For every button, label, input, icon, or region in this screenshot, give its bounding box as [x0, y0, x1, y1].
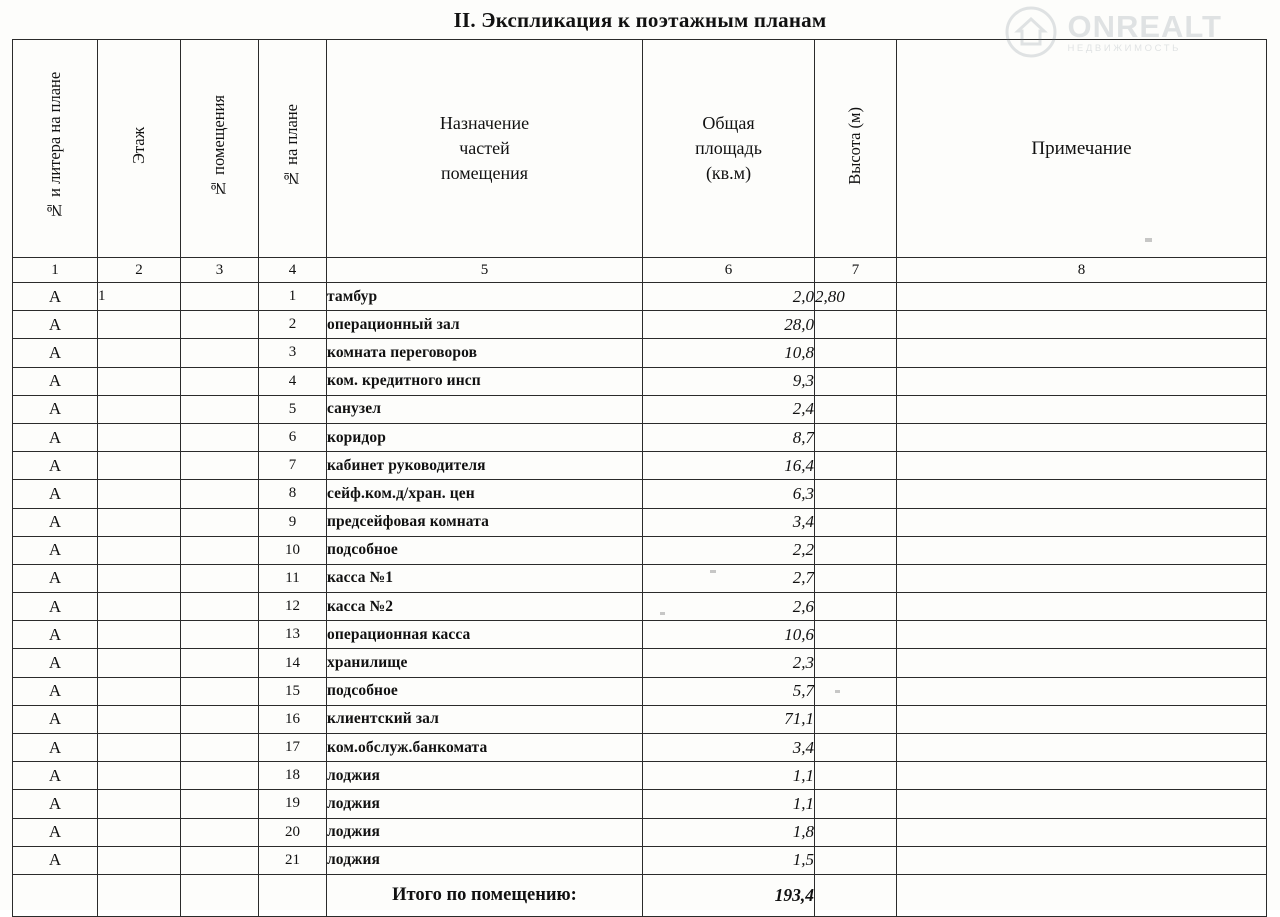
- row-floor: 1: [98, 283, 181, 311]
- row-height: [815, 677, 897, 705]
- row-note: [897, 283, 1267, 311]
- row-letter: А: [13, 649, 98, 677]
- row-letter: А: [13, 423, 98, 451]
- row-note: [897, 846, 1267, 874]
- row-area: 6,3: [643, 480, 815, 508]
- row-height: [815, 564, 897, 592]
- row-room-no: [181, 677, 259, 705]
- row-purpose: предсейфовая комната: [327, 508, 643, 536]
- row-note: [897, 705, 1267, 733]
- row-letter: А: [13, 311, 98, 339]
- row-letter: А: [13, 283, 98, 311]
- table-row: [13, 790, 1267, 818]
- row-floor: [98, 564, 181, 592]
- row-floor: [98, 790, 181, 818]
- row-area: 1,8: [643, 818, 815, 846]
- total-empty-cell-2: [98, 874, 181, 916]
- row-plan-no: 1: [259, 283, 327, 311]
- row-height: [815, 621, 897, 649]
- row-note: [897, 367, 1267, 395]
- row-purpose: сейф.ком.д/хран. цен: [327, 480, 643, 508]
- row-letter: А: [13, 593, 98, 621]
- row-plan-no: 11: [259, 564, 327, 592]
- row-area: 3,4: [643, 734, 815, 762]
- total-empty-cell-4: [259, 874, 327, 916]
- row-room-no: [181, 339, 259, 367]
- row-purpose: лоджия: [327, 818, 643, 846]
- row-note: [897, 621, 1267, 649]
- row-plan-no: 6: [259, 423, 327, 451]
- row-note: [897, 762, 1267, 790]
- row-height: [815, 367, 897, 395]
- row-room-no: [181, 423, 259, 451]
- row-plan-no: 20: [259, 818, 327, 846]
- header-label-area-line2: площадь: [695, 138, 762, 159]
- row-room-no: [181, 536, 259, 564]
- table-row: [13, 705, 1267, 733]
- row-room-no: [181, 734, 259, 762]
- row-area: 71,1: [643, 705, 815, 733]
- row-height: [815, 508, 897, 536]
- row-room-no: [181, 621, 259, 649]
- header-label-floor: Этаж: [128, 127, 148, 165]
- row-purpose: ком.обслуж.банкомата: [327, 734, 643, 762]
- row-area: 5,7: [643, 677, 815, 705]
- row-floor: [98, 395, 181, 423]
- row-floor: [98, 762, 181, 790]
- header-label-area-line3: (кв.м): [705, 162, 752, 183]
- header-label-plan-no: № на плане: [282, 104, 302, 188]
- row-note: [897, 536, 1267, 564]
- row-room-no: [181, 564, 259, 592]
- row-purpose: лоджия: [327, 762, 643, 790]
- table-row: [13, 564, 1267, 592]
- table-row: [13, 452, 1267, 480]
- row-plan-no: 4: [259, 367, 327, 395]
- column-number-1: 1: [13, 258, 98, 283]
- row-area: 1,1: [643, 790, 815, 818]
- row-room-no: [181, 283, 259, 311]
- column-number-4: 4: [259, 258, 327, 283]
- row-floor: [98, 818, 181, 846]
- row-room-no: [181, 593, 259, 621]
- row-purpose: подсобное: [327, 677, 643, 705]
- table-row: [13, 762, 1267, 790]
- row-plan-no: 13: [259, 621, 327, 649]
- total-label: Итого по помещению:: [327, 874, 643, 916]
- column-number-5: 5: [327, 258, 643, 283]
- row-purpose: касса №2: [327, 593, 643, 621]
- row-room-no: [181, 846, 259, 874]
- table-row: [13, 818, 1267, 846]
- row-plan-no: 17: [259, 734, 327, 762]
- row-area: 2,6: [643, 593, 815, 621]
- column-number-row: [13, 258, 1267, 283]
- table-row: [13, 593, 1267, 621]
- row-height: [815, 593, 897, 621]
- row-room-no: [181, 508, 259, 536]
- row-letter: А: [13, 734, 98, 762]
- row-height: 2,80: [815, 283, 897, 311]
- row-area: 8,7: [643, 423, 815, 451]
- row-note: [897, 649, 1267, 677]
- column-number-2: 2: [98, 258, 181, 283]
- row-area: 1,1: [643, 762, 815, 790]
- row-plan-no: 18: [259, 762, 327, 790]
- row-height: [815, 790, 897, 818]
- row-note: [897, 593, 1267, 621]
- row-purpose: лоджия: [327, 846, 643, 874]
- row-purpose: подсобное: [327, 536, 643, 564]
- table-row: [13, 536, 1267, 564]
- table-row: [13, 395, 1267, 423]
- row-plan-no: 19: [259, 790, 327, 818]
- table-row: [13, 508, 1267, 536]
- row-height: [815, 395, 897, 423]
- row-floor: [98, 649, 181, 677]
- row-letter: А: [13, 339, 98, 367]
- row-plan-no: 21: [259, 846, 327, 874]
- row-note: [897, 311, 1267, 339]
- header-label-purpose-line1: Назначение: [439, 113, 530, 134]
- table-row: [13, 621, 1267, 649]
- row-letter: А: [13, 395, 98, 423]
- header-label-height: Высота (м): [845, 107, 865, 185]
- header-label-purpose-line3: помещения: [440, 162, 529, 183]
- row-note: [897, 480, 1267, 508]
- row-area: 3,4: [643, 508, 815, 536]
- row-room-no: [181, 452, 259, 480]
- row-area: 10,6: [643, 621, 815, 649]
- row-purpose: кабинет руководителя: [327, 452, 643, 480]
- row-purpose: операционная касса: [327, 621, 643, 649]
- row-room-no: [181, 395, 259, 423]
- row-area: 2,4: [643, 395, 815, 423]
- row-purpose: хранилище: [327, 649, 643, 677]
- row-floor: [98, 311, 181, 339]
- row-floor: [98, 536, 181, 564]
- row-height: [815, 480, 897, 508]
- header-cell-note: [897, 40, 1267, 258]
- row-letter: А: [13, 508, 98, 536]
- row-letter: А: [13, 621, 98, 649]
- row-area: 28,0: [643, 311, 815, 339]
- row-letter: А: [13, 452, 98, 480]
- table-row: [13, 846, 1267, 874]
- row-height: [815, 452, 897, 480]
- row-note: [897, 818, 1267, 846]
- row-note: [897, 790, 1267, 818]
- row-plan-no: 16: [259, 705, 327, 733]
- table-row: [13, 649, 1267, 677]
- row-purpose: комната переговоров: [327, 339, 643, 367]
- row-letter: А: [13, 846, 98, 874]
- column-number-6: 6: [643, 258, 815, 283]
- row-note: [897, 564, 1267, 592]
- row-room-no: [181, 705, 259, 733]
- row-purpose: ком. кредитного инсп: [327, 367, 643, 395]
- row-room-no: [181, 790, 259, 818]
- row-plan-no: 9: [259, 508, 327, 536]
- row-room-no: [181, 311, 259, 339]
- row-note: [897, 734, 1267, 762]
- row-purpose: операционный зал: [327, 311, 643, 339]
- row-note: [897, 423, 1267, 451]
- row-plan-no: 8: [259, 480, 327, 508]
- row-room-no: [181, 367, 259, 395]
- row-purpose: коридор: [327, 423, 643, 451]
- row-floor: [98, 621, 181, 649]
- header-cell-height: [815, 40, 897, 258]
- row-floor: [98, 734, 181, 762]
- total-empty-cell-3: [181, 874, 259, 916]
- header-cell-purpose: [327, 40, 643, 258]
- header-cell-plan-no: [259, 40, 327, 258]
- row-height: [815, 762, 897, 790]
- row-letter: А: [13, 480, 98, 508]
- column-number-3: 3: [181, 258, 259, 283]
- table-row: [13, 734, 1267, 762]
- row-plan-no: 15: [259, 677, 327, 705]
- row-area: 10,8: [643, 339, 815, 367]
- watermark-title: ONREALT: [1067, 8, 1222, 44]
- row-floor: [98, 846, 181, 874]
- row-height: [815, 311, 897, 339]
- row-plan-no: 5: [259, 395, 327, 423]
- row-plan-no: 7: [259, 452, 327, 480]
- row-note: [897, 395, 1267, 423]
- table-header-row: [13, 40, 1267, 258]
- row-note: [897, 452, 1267, 480]
- row-purpose: санузел: [327, 395, 643, 423]
- row-room-no: [181, 649, 259, 677]
- table-row: [13, 367, 1267, 395]
- row-letter: А: [13, 536, 98, 564]
- row-area: 9,3: [643, 367, 815, 395]
- row-floor: [98, 705, 181, 733]
- row-letter: А: [13, 818, 98, 846]
- row-purpose: тамбур: [327, 283, 643, 311]
- row-note: [897, 677, 1267, 705]
- row-floor: [98, 677, 181, 705]
- row-plan-no: 14: [259, 649, 327, 677]
- row-letter: А: [13, 790, 98, 818]
- row-height: [815, 536, 897, 564]
- row-plan-no: 2: [259, 311, 327, 339]
- column-number-7: 7: [815, 258, 897, 283]
- row-height: [815, 846, 897, 874]
- row-letter: А: [13, 564, 98, 592]
- row-area: 1,5: [643, 846, 815, 874]
- row-floor: [98, 508, 181, 536]
- row-height: [815, 339, 897, 367]
- row-floor: [98, 423, 181, 451]
- row-room-no: [181, 762, 259, 790]
- row-purpose: лоджия: [327, 790, 643, 818]
- table-row: [13, 283, 1267, 311]
- total-empty-cell-1: [13, 874, 98, 916]
- watermark-subtitle: НЕДВИЖИМОСТЬ: [1067, 42, 1181, 54]
- row-area: 2,0: [643, 283, 815, 311]
- table-row: [13, 339, 1267, 367]
- row-height: [815, 649, 897, 677]
- header-label-room-no: № помещения: [209, 94, 229, 198]
- header-label-note: Примечание: [1031, 137, 1132, 159]
- row-height: [815, 423, 897, 451]
- row-room-no: [181, 818, 259, 846]
- table-row: [13, 677, 1267, 705]
- table-total-row: [13, 874, 1267, 916]
- row-plan-no: 12: [259, 593, 327, 621]
- header-cell-floor: [98, 40, 181, 258]
- row-floor: [98, 339, 181, 367]
- row-floor: [98, 593, 181, 621]
- header-cell-area: [643, 40, 815, 258]
- table-row: [13, 480, 1267, 508]
- row-area: 2,7: [643, 564, 815, 592]
- row-height: [815, 705, 897, 733]
- table-row: [13, 423, 1267, 451]
- row-floor: [98, 452, 181, 480]
- row-height: [815, 734, 897, 762]
- total-area: 193,4: [643, 874, 815, 916]
- column-number-8: 8: [897, 258, 1267, 283]
- row-floor: [98, 480, 181, 508]
- row-room-no: [181, 480, 259, 508]
- header-label-letter: № и литера на плане: [44, 71, 64, 221]
- row-letter: А: [13, 677, 98, 705]
- row-letter: А: [13, 762, 98, 790]
- header-label-purpose-line2: частей: [459, 138, 510, 159]
- row-plan-no: 3: [259, 339, 327, 367]
- row-letter: А: [13, 367, 98, 395]
- table-row: [13, 311, 1267, 339]
- explication-table: [12, 39, 1267, 917]
- total-note-cell: [897, 874, 1267, 916]
- row-note: [897, 339, 1267, 367]
- row-plan-no: 10: [259, 536, 327, 564]
- page-title: II. Экспликация к поэтажным планам: [453, 8, 827, 32]
- header-label-area-line1: Общая: [702, 113, 755, 134]
- row-purpose: клиентский зал: [327, 705, 643, 733]
- header-cell-room-no: [181, 40, 259, 258]
- row-purpose: касса №1: [327, 564, 643, 592]
- row-height: [815, 818, 897, 846]
- total-height-cell: [815, 874, 897, 916]
- row-area: 16,4: [643, 452, 815, 480]
- row-note: [897, 508, 1267, 536]
- header-cell-letter: [13, 40, 98, 258]
- row-floor: [98, 367, 181, 395]
- row-letter: А: [13, 705, 98, 733]
- row-area: 2,3: [643, 649, 815, 677]
- row-area: 2,2: [643, 536, 815, 564]
